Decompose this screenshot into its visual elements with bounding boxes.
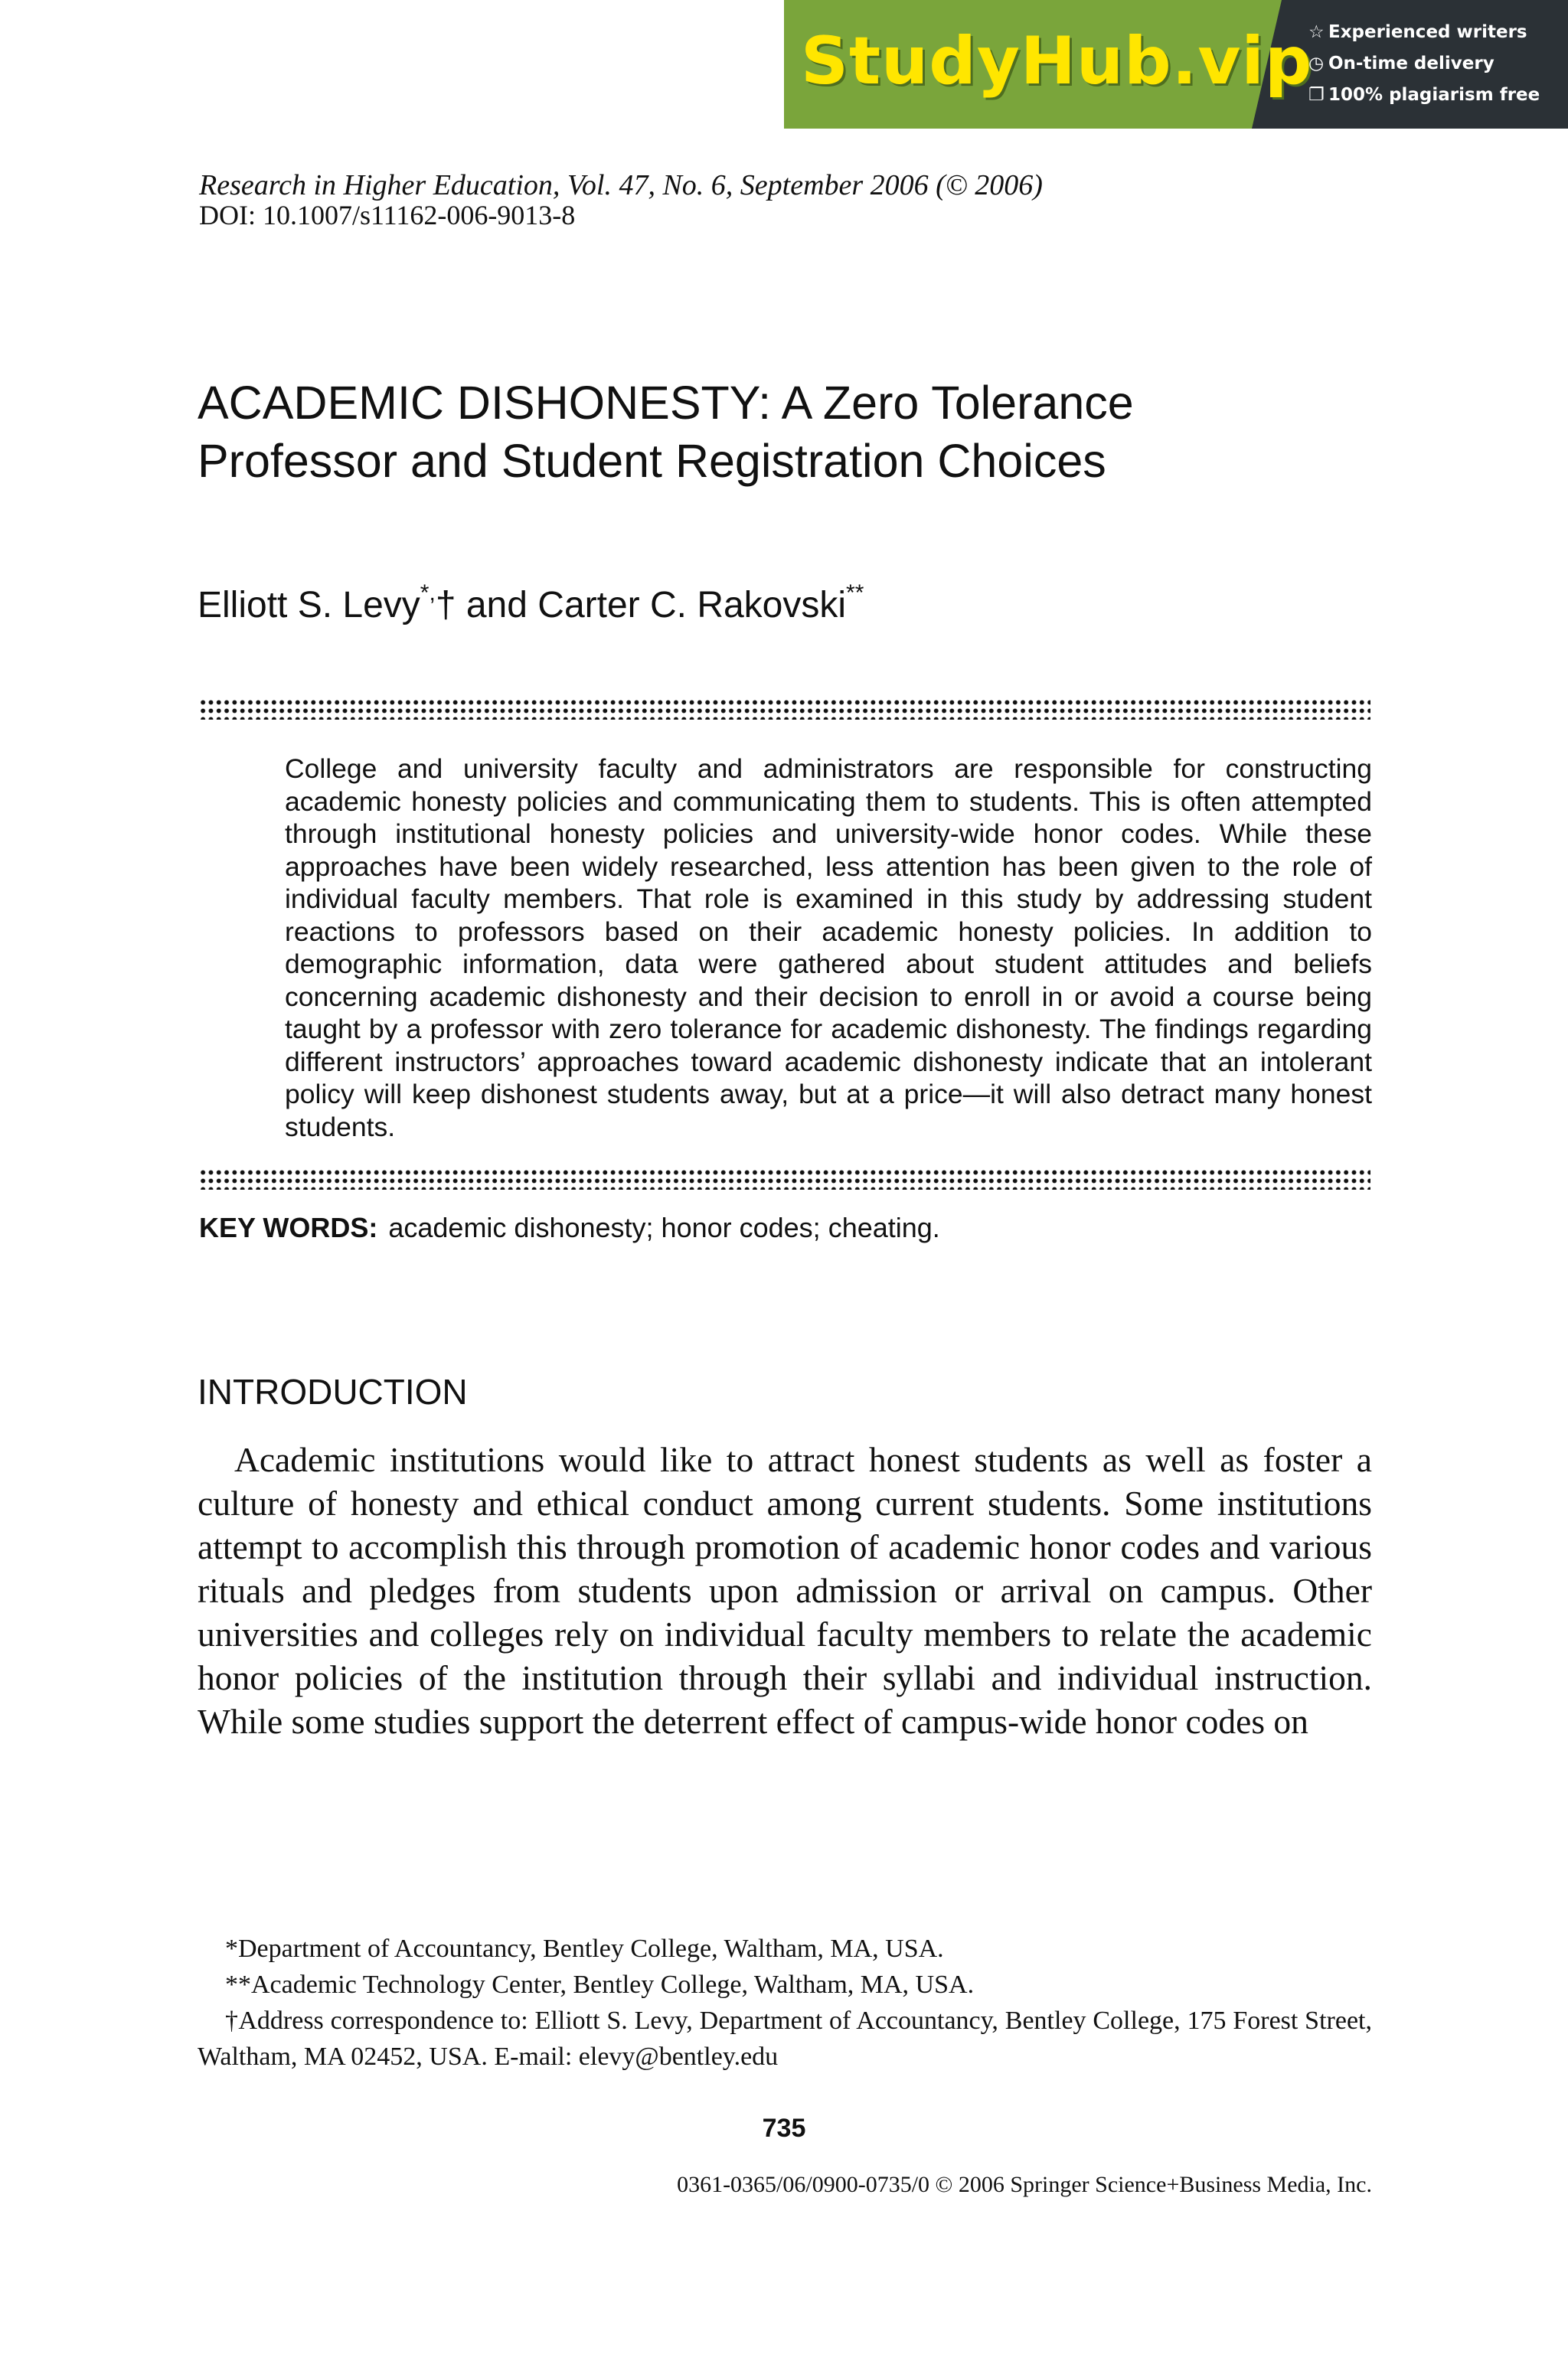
- copy-icon: ❐: [1308, 85, 1325, 105]
- banner-features: [1308, 17, 1561, 111]
- author-2: Carter C. Rakovski: [537, 585, 847, 625]
- author-1-marks: *,: [420, 580, 436, 606]
- feature-item: [1308, 48, 1561, 80]
- keywords-list: academic dishonesty; honor codes; cheating.: [388, 1212, 940, 1243]
- copyright-line: 0361-0365/06/0900-0735/0 © 2006 Springer Science+Business Media, Inc.: [677, 2172, 1372, 2197]
- footnote: *Department of Accountancy, Bentley College, Waltham, MA, USA.: [225, 1935, 944, 1963]
- title-line-1: ACADEMIC DISHONESTY: A Zero Tolerance: [198, 377, 1134, 429]
- feature-item: [1308, 80, 1561, 111]
- title-line-2: Professor and Student Registration Choices: [198, 435, 1106, 487]
- abstract-bottom-rule: [199, 1168, 1370, 1190]
- studyhub-logo[interactable]: StudyHub.vip: [801, 23, 1313, 100]
- doi: DOI: 10.1007/s11162-006-9013-8: [199, 200, 576, 230]
- section-heading-introduction: INTRODUCTION: [198, 1372, 468, 1412]
- star-icon: ☆: [1308, 22, 1325, 42]
- feature-label: Experienced writers: [1328, 22, 1527, 42]
- author-conjunction: and: [456, 585, 538, 625]
- page-number: 735: [762, 2114, 806, 2143]
- feature-item: [1308, 17, 1561, 48]
- abstract-top-rule: [199, 698, 1370, 720]
- author-1-dagger: †: [435, 585, 456, 625]
- author-2-marks: **: [846, 580, 864, 606]
- journal-citation: Research in Higher Education, Vol. 47, No. 6, September 2006 (© 2006): [199, 169, 1043, 201]
- introduction-paragraph: Academic institutions would like to attract honest students as well as foster a culture of honesty and ethical conduct among current students. Some institutions attempt to accomplish this through promotion of academic honor codes and various rituals and pledges from students upon admission or arrival on campus. Other universities and colleges rely on individual faculty members to relate the academic honor policies of the institution through their syllabi and individual instruction. While some studies support the deterrent effect of campus-wide honor codes on: [198, 1440, 1372, 1741]
- footnotes: [198, 1931, 1372, 2075]
- keywords: [199, 1211, 940, 1245]
- article-title: [198, 374, 1423, 490]
- feature-label: On-time delivery: [1328, 54, 1494, 73]
- authors: [198, 570, 864, 629]
- abstract: College and university faculty and administrators are responsible for constructing academic honesty policies and communicating them to students. This is often attempted through institutional honesty policies and university-wide honor codes. While these approaches have been widely researched, less attention has been given to the role of individual faculty members. That role is examined in this study by addressing student reactions to professors based on their academic honesty policies. In addition to demographic information, data were gathered about student attitudes and beliefs concerning academic dishonesty and their decision to enroll in or avoid a course being taught by a professor with zero tolerance for academic dishonesty. The findings regarding different instructors’ approaches toward academic dishonesty indicate that an intolerant policy will keep dishonest students away, but at a price—it will also detract many honest students.: [285, 753, 1372, 1142]
- footnote: **Academic Technology Center, Bentley College, Waltham, MA, USA.: [225, 1971, 975, 1999]
- keywords-label: KEY WORDS:: [199, 1212, 378, 1243]
- author-1: Elliott S. Levy: [198, 585, 420, 625]
- footnote: †Address correspondence to: Elliott S. Levy, Department of Accountancy, Bentley College, 175 Forest Street, Waltham, MA 02452, USA. E-mail: elevy@bentley.edu: [198, 2007, 1372, 2071]
- clock-icon: ◷: [1308, 54, 1325, 73]
- feature-label: 100% plagiarism free: [1328, 85, 1540, 105]
- ad-banner[interactable]: [784, 0, 1568, 129]
